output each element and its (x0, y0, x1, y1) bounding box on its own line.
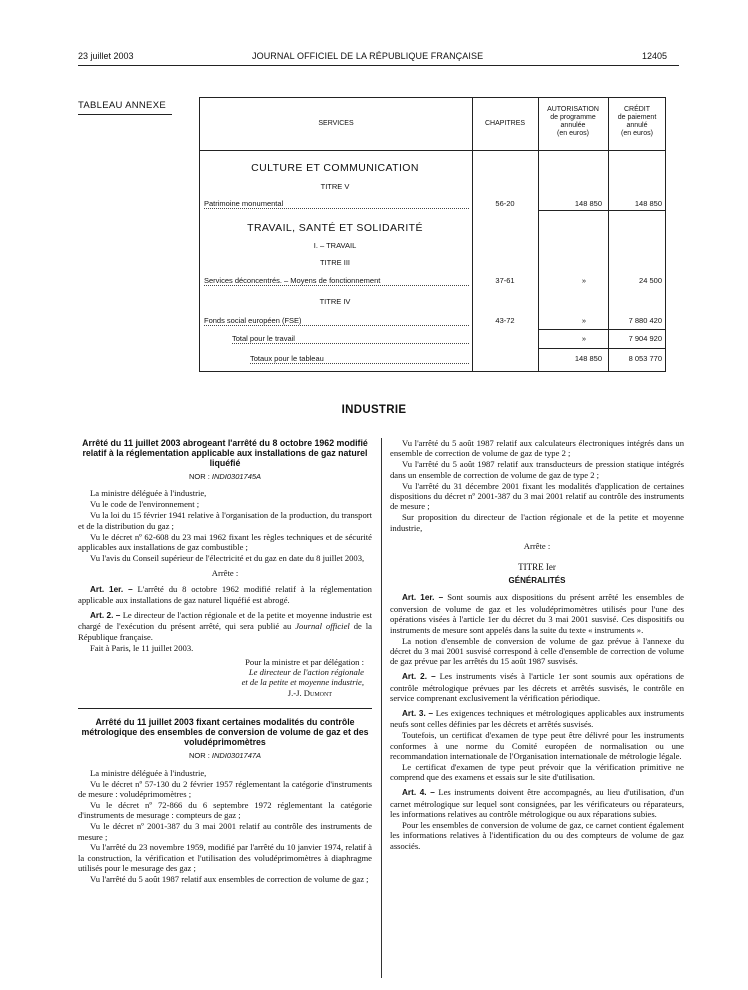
totaux-top-rule (538, 348, 665, 349)
arrete1-arrete: Arrête : (211, 568, 239, 579)
page-number: 12405 (642, 51, 668, 61)
arrete1-sig2: Le directeur de l'action régionale (248, 667, 364, 677)
arrete1-art2-journal: Journal officiel (295, 621, 350, 632)
right-art1-text: Sont soumis aux dispositions du présent arrêté les ensembles de conversion de volume de gaz et les voludéprimomètres utilisés pour l'une des opérations visées à l'article 1er du décret du 3 mai 2001 susvisé. Ces dispositifs ou instruments de mesure sont appelés dans la suite du texte « instruments ». (390, 592, 684, 635)
annex-table (199, 97, 666, 372)
arrete1-art2-label: Art. 2. – (90, 610, 121, 620)
arrete1-art2-text-a: Le directeur de l'action régionale et de la petite et moyenne industrie est chargé de l'exécution du présent arrêté, qui sera publié au (78, 609, 372, 632)
arrete1-art1 (78, 584, 372, 606)
row-totaux (250, 354, 469, 364)
fse-cp: 7 880 420 (628, 316, 662, 325)
total-travail-top-rule (538, 329, 665, 330)
arrete1-sig3: et de la petite et moyenne industrie, (241, 677, 364, 688)
right-art2-text: Les instruments visés à l'article 1er sont soumis aux opérations de contrôle métrologique prévues par les décrets et arrêtés susvisés, le contrôle en service comprenant exclusivement la vérification périodique. (390, 671, 684, 704)
arrete1-nor-label: NOR : (188, 472, 212, 481)
right-art3-label: Art. 3. – (402, 708, 434, 718)
right-p2: Vu l'arrêté du 5 août 1987 relatif aux transducteurs de pression statique intégrés dans un ensemble de correction de volume de gaz de type 2 ; (390, 459, 684, 480)
col-header-cp-line2: de paiement (617, 114, 657, 121)
arrete2-nor-label: NOR : (188, 751, 212, 761)
patrimoine-ap: 148 850 (574, 199, 602, 208)
journal-title: JOURNAL OFFICIEL DE LA RÉPUBLIQUE FRANÇAISE (252, 51, 484, 61)
arrete1-art1-label: Art. 1er. – (90, 584, 133, 594)
total-travail-label: Total pour le travail (232, 334, 469, 344)
titre-generalites: GÉNÉRALITÉS (508, 575, 566, 585)
arrete2-p2: Vu le décret nº 57-130 du 2 février 1957 réglementant la catégorie d'instruments de mesure : voludéprimomètres ; (78, 778, 372, 799)
total-travail-ap: » (581, 334, 586, 343)
right-art1-label: Art. 1er. – (402, 593, 444, 603)
right-art4-text: Les instruments doivent être accompagnés, au lieu d'utilisation, d'un carnet métrologique sur lequel sont consignées, par les vérificateurs ou réparateurs, les informations relatives au contrôle métrologique ou aux réparations subies. (390, 787, 684, 820)
arrete1-title: Arrêté du 11 juillet 2003 abrogeant l'arrêté du 8 octobre 1962 modifié relatif à la réglementation applicable aux installations de gaz naturel liquéfié (82, 438, 368, 468)
right-art4-p2: Pour les ensembles de conversion de volume de gaz, ce carnet contient également les informations relatives à l'identification du ou des compteurs de volume de gaz associés. (390, 820, 684, 851)
right-art2-label: Art. 2. – (402, 672, 436, 682)
row-services-label: Services déconcentrés. – Moyens de fonctionnement (204, 276, 469, 286)
arrete1-art2 (78, 610, 372, 642)
annex-label-rule (78, 114, 172, 115)
arrete1-p4: Vu le décret nº 62-608 du 23 mai 1962 fixant les règles techniques et de sécurité applicables aux installations de gaz combustible ; (78, 531, 372, 552)
right-column (390, 438, 684, 852)
col-header-ap-line3: annulée (560, 122, 586, 129)
col-header-ap-line1: AUTORISATION (547, 106, 599, 113)
annex-label: TABLEAU ANNEXE (78, 100, 166, 111)
col-header-autorisation (538, 106, 608, 138)
fse-chapter: 43-72 (495, 316, 515, 325)
totaux-label: Totaux pour le tableau (250, 354, 469, 364)
left-column (78, 438, 372, 885)
travail-titre-iii: TITRE III (320, 258, 350, 267)
arrete1-p1: La ministre déléguée à l'industrie, (90, 488, 207, 499)
arrete1-p3: Vu la loi du 15 février 1941 relative à l'organisation de la production, du transport et de la distribution du gaz ; (78, 510, 372, 531)
arrete1-art2-text-b: de la République française. (78, 621, 372, 642)
arrete1-fait: Fait à Paris, le 11 juillet 2003. (90, 642, 194, 653)
fse-ap: » (581, 316, 586, 325)
right-art4 (390, 787, 684, 819)
right-arrete: Arrête : (523, 541, 551, 552)
arrete2-nor-code: INDI0301747A (211, 751, 262, 761)
header-date: 23 juillet 2003 (78, 51, 134, 61)
arrete2-nor (78, 751, 372, 761)
row-fse (204, 316, 469, 326)
ministry-travail: TRAVAIL, SANTÉ ET SOLIDARITÉ (247, 222, 423, 234)
col-rule-chapitres (472, 98, 473, 371)
arrete1-sig4: J.-J. Dumont (287, 687, 332, 698)
row-fse-label: Fonds social européen (FSE) (204, 316, 469, 326)
arrete2-p6: Vu l'arrêté du 5 août 1987 relatif aux ensembles de correction de volume de gaz ; (90, 874, 369, 885)
arrete1-nor (78, 472, 372, 482)
col-rule-cp (608, 98, 609, 371)
right-p1: Vu l'arrêté du 5 août 1987 relatif aux calculateurs électroniques intégrés dans un ensemble de correction de volume de gaz de type 2 ; (390, 438, 684, 459)
right-art3-p3: Le certificat d'examen de type peut prévoir que la vérification primitive ne comprend que des examens et essais sur le site d'utilisation. (390, 761, 684, 783)
right-p3: Vu l'arrêté du 31 décembre 2001 fixant les modalités d'application de certaines dispositions du décret nº 2001-387 du 3 mai 2001 relatif au contrôle des instruments de mesure ; (390, 480, 684, 512)
col-header-cp-line4: (en euros) (621, 130, 653, 137)
totaux-ap: 148 850 (574, 354, 602, 363)
titre-heading: TITRE Ier (518, 561, 556, 572)
patrimoine-cp: 148 850 (634, 199, 662, 208)
arrete1-art1-text: L'arrêté du 8 octobre 1962 modifié relatif à la réglementation applicable aux installations de gaz naturel liquéfié est abrogé. (78, 583, 372, 606)
col-header-cp-line1: CRÉDIT (623, 106, 651, 113)
arrete2-title: Arrêté du 11 juillet 2003 fixant certaines modalités du contrôle métrologique des ensembles de conversion de volume de gaz et des voludéprimomètres (81, 717, 369, 748)
right-art1-p2: La notion d'ensemble de conversion de volume de gaz prévue à l'annexe du décret du 3 mai 2001 susvisé correspond à celle d'ensemble de correction de volume de gaz prévue par les arrêtés du 15 août 1987 susvisés. (390, 635, 684, 667)
right-art4-label: Art. 4. – (402, 788, 435, 798)
col-rule-ap (538, 98, 539, 371)
col-header-ap-line2: de programme (550, 114, 596, 121)
culture-titre: TITRE V (320, 182, 350, 191)
right-art3 (390, 708, 684, 730)
services-cp: 24 500 (639, 276, 662, 285)
arrete1-sig1: Pour la ministre et par délégation : (245, 656, 364, 667)
col-header-ap-line4: (en euros) (557, 130, 589, 137)
services-ap: » (581, 276, 586, 285)
row-patrimoine (204, 199, 469, 209)
ministry-culture: CULTURE ET COMMUNICATION (251, 162, 419, 174)
row-patrimoine-label: Patrimoine monumental (204, 199, 469, 209)
arrete1-p2: Vu le code de l'environnement ; (90, 499, 200, 510)
col-header-cp-line3: annulé (626, 122, 648, 129)
col-header-credit (608, 106, 666, 138)
arrete1-nor-code: INDI0301745A (211, 472, 262, 481)
col-header-chapitres: CHAPITRES (484, 120, 526, 127)
header-row-rule (200, 150, 665, 151)
totaux-cp: 8 053 770 (628, 354, 662, 363)
right-p4: Sur proposition du directeur de l'action régionale et de la petite et moyenne industrie, (390, 512, 684, 533)
row-total-travail (232, 334, 469, 344)
right-art3-p2: Toutefois, un certificat d'examen de type peut être délivré pour les instruments conformes à une norme du Comité européen de normalisation ou une recommandation internationale de l'Organisation internationale de métrologie légale. (390, 730, 684, 762)
travail-section: I. – TRAVAIL (313, 241, 357, 250)
column-divider (381, 438, 382, 978)
patrimoine-chapter: 56-20 (495, 199, 515, 208)
arrete2-p4: Vu le décret nº 2001-387 du 3 mai 2001 relatif au contrôle des instruments de mesure ; (78, 821, 372, 842)
arrete2-p5: Vu l'arrêté du 23 novembre 1959, modifié par l'arrêté du 10 janvier 1974, relatif à la construction, la vérification et l'utilisation des voludéprimomètres à diaphragme utilisés pour le mesurage des gaz ; (78, 842, 372, 874)
arrete2-p3: Vu le décret nº 72-866 du 6 septembre 1972 réglementant la catégorie d'instruments de mesurage : compteurs de gaz ; (78, 799, 372, 821)
row-services-deconcentres (204, 276, 469, 286)
right-art2 (390, 671, 684, 703)
right-art1 (390, 592, 684, 635)
col-header-services: SERVICES (318, 120, 354, 127)
arrete1-p5: Vu l'avis du Conseil supérieur de l'électricité et du gaz en date du 8 juillet 2003, (90, 552, 365, 563)
header-rule (78, 65, 679, 66)
travail-titre-iv: TITRE IV (319, 297, 351, 306)
services-chapter: 37-61 (495, 276, 515, 285)
arrete2-p1: La ministre déléguée à l'industrie, (90, 767, 207, 778)
right-art3-text: Les exigences techniques et métrologiques applicables aux instruments neufs sont celles définies par les décrets et arrêtés susvisés. (390, 707, 684, 730)
culture-block-rule (538, 210, 665, 211)
total-travail-cp: 7 904 920 (628, 334, 662, 343)
section-heading: INDUSTRIE (341, 404, 407, 416)
arrete-separator (78, 708, 372, 709)
